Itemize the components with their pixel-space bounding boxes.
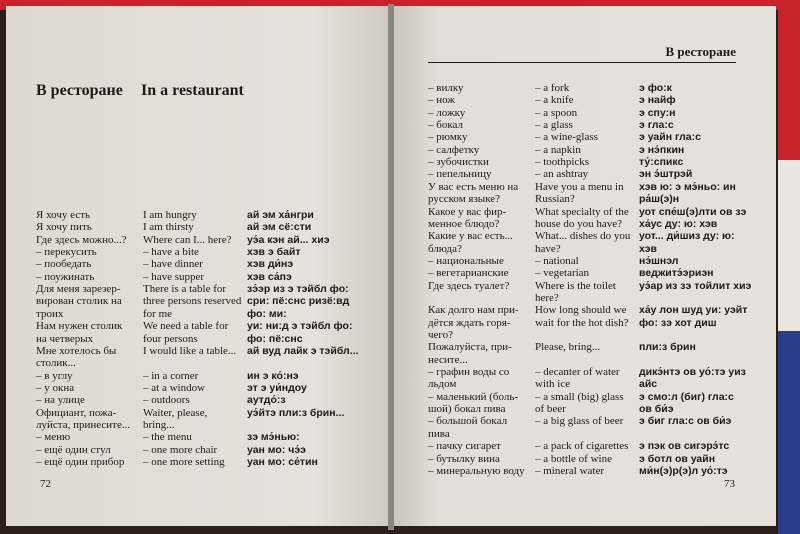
right-transcription-line: дикэ́нтэ ов уо́:тэ уиз [639,366,746,379]
right-russian-line: – вилку [428,82,464,94]
left-transcription-line: уэ́а кэн ай... хиэ [247,233,330,246]
left-english-line: bring... [143,418,175,431]
book-spine [388,4,394,530]
right-russian-line: Какое у вас фир- [428,205,507,218]
right-english-line: have? [535,242,561,255]
flag-cover-edge [778,0,800,534]
right-transcription-line: эн э́штрэй [639,168,693,181]
right-transcription-line: ов би́э [639,403,674,416]
section-title-ru: В ресторане [36,82,123,99]
left-english-line: There is a table for [143,283,227,296]
right-russian-line: – рюмку [428,131,468,144]
right-transcription-line: нэ́шнэл [639,254,679,267]
left-english-line: – have supper [143,270,205,283]
right-transcription-line: пли:з брин [639,341,696,354]
right-russian-line: – маленький (боль- [428,390,519,403]
right-english-line: of beer [535,403,566,416]
right-russian-line: менное блюдо? [428,217,500,230]
right-english-line: Where is the toilet [535,279,616,292]
right-english-line: – a napkin [535,143,581,156]
left-transcription-line: хэв э байт [247,246,301,259]
left-transcription-line: ай эм ха́нгри [247,209,314,221]
right-english-line: How long should we [535,304,627,317]
right-english-line: What specialty of the [535,205,629,218]
left-transcription-line: хэв са́пэ [247,270,292,283]
left-page-titles [36,82,296,102]
left-russian-line: троих [36,307,64,320]
right-russian-line: Пожалуйста, при- [428,341,512,354]
right-russian-line: – бокал [428,119,463,132]
left-russian-line: – пообедать [36,258,92,271]
left-transcription-line: зэ мэ́нью: [247,431,300,444]
left-english-line: – have dinner [143,258,203,271]
right-russian-line: – ложку [428,106,466,119]
right-english-line: – toothpicks [535,156,590,169]
right-russian-line: блюда? [428,242,462,255]
right-russian-line: чего? [428,329,454,341]
left-english-line: We need a table for [143,320,229,333]
right-transcription-line: э фо:к [639,82,672,94]
left-russian-line: луйста, принесите... [36,418,131,431]
right-english-line: – a bottle of wine [535,452,612,465]
left-english-line: – outdoors [143,394,190,407]
left-russian-line: столик... [36,357,76,370]
right-transcription-line: ту́:спикс [639,156,684,169]
right-transcription-line: уот спе́ш(э)лти ов зэ [639,205,747,218]
right-transcription-line: фо: зэ хот диш [639,316,717,329]
right-transcription-line: уот... ди́шиз ду: ю: [639,230,735,243]
right-english-line: with ice [535,378,571,391]
right-russian-line: – графин воды со [428,366,510,379]
left-english-line: Waiter, please, [143,406,208,419]
right-english-line: – an ashtray [535,168,589,181]
left-english-line: – one more chair [143,443,218,456]
left-english-line: for me [143,307,173,320]
left-english-line: I am thirsty [143,221,194,234]
right-english-line: – a pack of cigarettes [535,440,629,453]
right-transcription-line: э нэ́пкин [639,143,685,156]
right-english-line: – a wine-glass [535,131,598,144]
right-english-line: – a fork [535,82,570,94]
right-russian-line: – большой бокал [428,415,508,428]
right-russian-line: несите... [428,353,468,366]
right-russian-line: льдом [428,378,457,391]
right-transcription-line: э смо:л (биг) гла:с [639,390,734,403]
right-transcription-line: э ботл ов уайн [639,452,716,465]
right-russian-line: – минеральную воду [428,464,525,477]
right-transcription-line: веджитэ́эриэн [639,267,714,280]
left-russian-line: – перекусить [36,246,97,259]
right-russian-line: – салфетку [428,143,480,156]
left-english-line: four persons [143,332,198,345]
left-transcription-line: зэ́эр из э тэйбл фо: [247,283,349,296]
left-russian-line: – меню [36,431,71,444]
running-header-title: В ресторане [665,44,736,59]
left-russian-line: Мне хотелось бы [36,344,117,357]
left-russian-line: вирован столик на [36,295,122,308]
right-russian-line: – вегетарианские [428,267,509,280]
right-russian-line: пива [428,427,450,440]
left-russian-line: Для меня зарезер- [36,283,121,296]
left-english-line: – the menu [143,431,192,444]
right-english-line: here? [535,291,559,304]
left-transcription-line: эт э уи́ндоу [247,381,307,394]
page-number-right: 73 [724,478,735,490]
right-transcription-line: э спу:н [639,106,676,119]
left-transcription-line: уэ́йтэ пли:з брин... [247,406,345,419]
left-russian-line: – на улице [36,394,85,407]
right-transcription-line: э уайн гла:с [639,131,701,144]
right-russian-line: дётся ждать горя- [428,316,511,329]
right-english-line: – a big glass of beer [535,415,624,428]
right-english-line: – national [535,254,579,267]
left-russian-line: Я хочу есть [36,209,91,221]
right-russian-line: У вас есть меню на [428,180,519,193]
left-russian-line: Нам нужен столик [36,320,123,333]
right-transcription-line: хэв [639,242,657,255]
right-transcription-line: э пэк ов сигэрэ́тс [639,440,730,453]
right-english-line: – vegetarian [535,267,590,280]
right-english-line: – mineral water [535,464,605,477]
right-english-line: – a small (big) glass [535,390,624,403]
right-transcription-line: э найф [639,94,676,107]
left-english-line: I would like a table... [143,344,237,357]
right-russian-line: русском языке? [428,193,501,206]
left-russian-line: на четверых [36,332,94,345]
left-english-line: – at a window [143,381,206,394]
right-russian-line: – пачку сигарет [428,440,501,453]
right-english-line: – a glass [535,119,573,132]
right-russian-line: Где здесь туалет? [428,279,510,292]
right-transcription-line: ха́у лон шуд уи: уэйт [639,304,748,317]
right-transcription-line: айс [639,378,658,391]
right-transcription-line: ра́ш(э)н [639,193,680,206]
right-transcription-line: уэ́ар из зэ тойлит хиэ [639,279,752,292]
left-transcription-line: уан мо: чэ́э [247,443,306,456]
page-number-left: 72 [40,478,51,490]
left-transcription-line: фо: пё:снс [247,332,303,345]
left-transcription-line: уан мо: се́тин [247,456,318,468]
left-transcription-line: ай вуд лайк э тэйбл... [247,344,359,357]
right-english-line: – a spoon [535,106,578,119]
left-english-line: – in a corner [143,369,199,382]
left-english-line: three persons reserved [143,295,242,308]
left-transcription-line: аутдо́:з [247,394,286,407]
right-english-line: Have you a menu in [535,180,624,193]
right-russian-line: – бутылку вина [428,452,500,465]
left-russian-line: – ещё один прибор [36,456,125,468]
left-russian-line: Я хочу пить [36,221,92,234]
right-russian-line: – нож [428,94,455,107]
left-english-line: – have a bite [143,246,199,259]
right-russian-line: – национальные [428,254,504,267]
right-transcription-line: э гла:с [639,119,674,132]
right-transcription-line: э биг гла:с ов би́э [639,415,732,428]
left-transcription-line: фо: ми: [247,307,287,320]
right-transcription-line: ми́н(э)р(э)л уо́:тэ [639,464,728,477]
left-transcription-line: уи: ни:д э тэйбл фо: [247,320,353,333]
right-english-line: wait for the hot dish? [535,316,629,329]
left-english-line: Where can I... here? [143,233,232,246]
left-russian-line: – ещё один стул [36,443,111,456]
right-english-line: – decanter of water [535,366,620,379]
right-russian-line: – зубочистки [428,156,489,169]
left-english-line: – one more setting [143,456,225,468]
left-transcription-line: сри: пё:снс ризё:вд [247,295,350,308]
left-russian-line: – у окна [36,381,75,394]
right-transcription-line: ха́ус ду: ю: хэв [639,217,718,230]
right-transcription-line: хэв ю: э мэ́ньо: ин [639,180,736,193]
right-russian-line: шой) бокал пива [428,403,506,416]
left-transcription-line: хэв ди́нэ [247,258,294,271]
right-english-line: What... dishes do you [535,230,631,243]
right-english-line: Russian? [535,193,575,206]
right-english-line: house do you have? [535,217,623,230]
right-russian-line: – пепельницу [428,168,492,181]
left-transcription-line: ин э ко́:нэ [247,369,299,382]
left-russian-line: – в углу [36,369,73,382]
right-running-header [428,44,736,63]
right-russian-line: Как долго нам при- [428,304,519,317]
left-english-line: I am hungry [143,209,197,221]
right-russian-line: Какие у вас есть... [428,230,513,243]
section-title-en: In a restaurant [141,82,244,99]
left-russian-line: Где здесь можно...? [36,233,127,246]
right-english-line: Please, bring... [535,341,601,354]
left-russian-line: Официант, пожа- [36,406,117,419]
right-english-line: – a knife [535,94,574,107]
left-russian-line: – поужинать [36,270,95,283]
left-transcription-line: ай эм сё:сти [247,221,312,234]
